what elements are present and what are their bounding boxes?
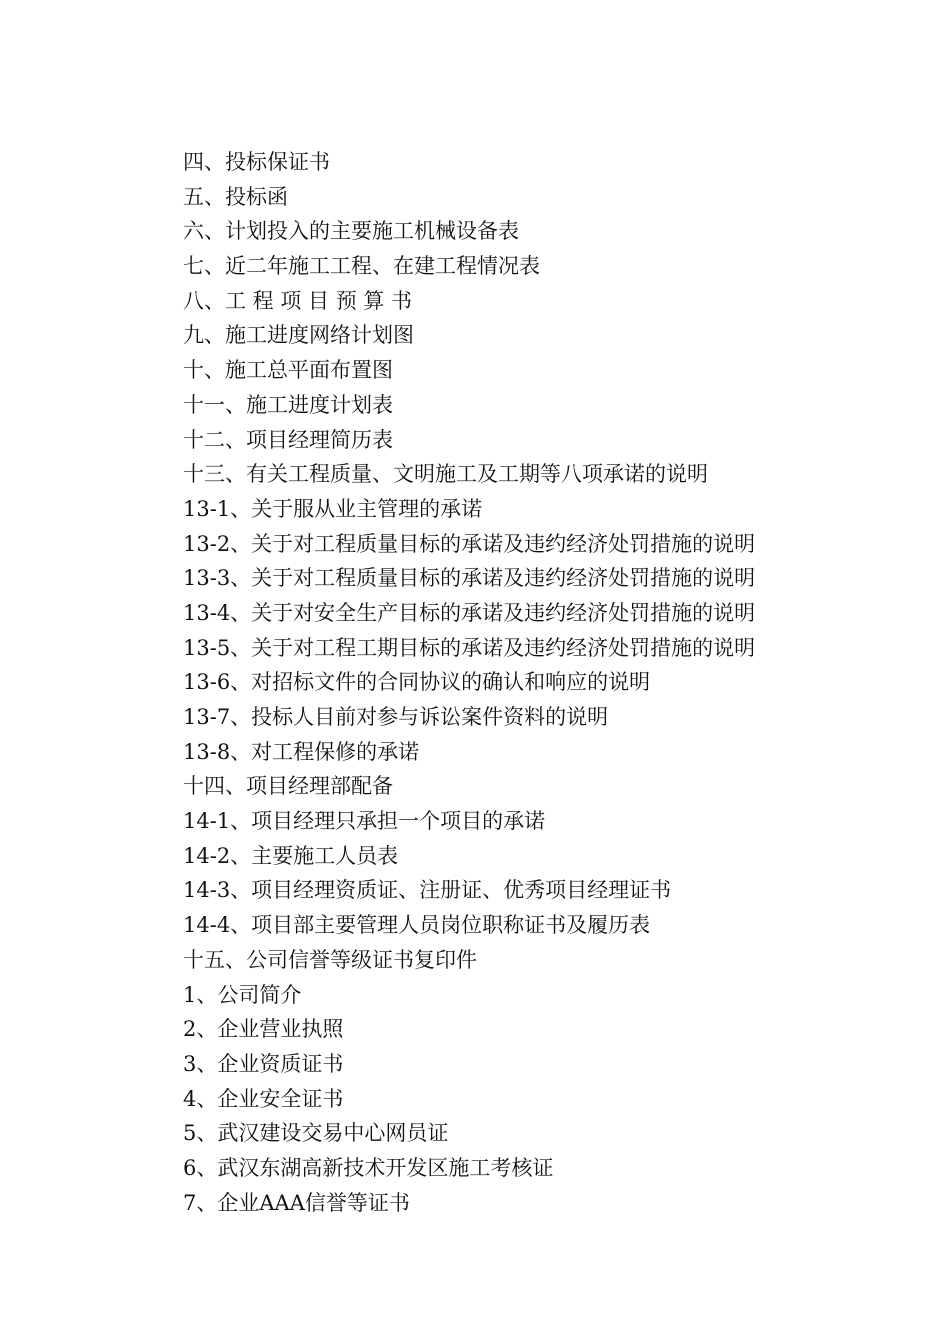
toc-item: 十五、公司信誉等级证书复印件 [183,947,477,972]
toc-item: 十一、施工进度计划表 [183,392,393,417]
toc-item: 1、公司简介 [183,982,302,1007]
toc-item: 14-1、项目经理只承担一个项目的承诺 [183,809,546,834]
toc-item: 九、施工进度网络计划图 [183,323,414,348]
toc-item: 13-7、投标人目前对参与诉讼案件资料的说明 [183,705,609,729]
toc-item: 十三、有关工程质量、文明施工及工期等八项承诺的说明 [183,462,708,487]
toc-item: 十二、项目经理简历表 [183,427,393,452]
toc-item: 14-3、项目经理资质证、注册证、优秀项目经理证书 [183,878,672,903]
toc-item: 五、投标函 [183,184,288,209]
toc-item: 7、企业AAA信誉等证书 [183,1190,410,1215]
toc-item: 14-2、主要施工人员表 [183,843,399,868]
toc-item: 2、企业营业执照 [183,1017,344,1042]
table-of-contents [183,145,903,1220]
toc-item: 十、施工总平面布置图 [183,358,393,383]
toc-item: 六、计划投入的主要施工机械设备表 [183,219,519,244]
toc-item: 6、武汉东湖高新技术开发区施工考核证 [183,1155,554,1180]
toc-item: 七、近二年施工工程、在建工程情况表 [183,254,540,279]
toc-item: 13-6、对招标文件的合同协议的确认和响应的说明 [183,670,651,695]
toc-item: 4、企业安全证书 [183,1086,344,1111]
toc-item: 14-4、项目部主要管理人员岗位职称证书及履历表 [183,913,651,938]
toc-item: 13-8、对工程保修的承诺 [183,739,420,764]
toc-item: 十四、项目经理部配备 [183,774,393,799]
toc-item: 八、工 程 项 目 预 算 书 [183,288,413,313]
toc-item: 13-1、关于服从业主管理的承诺 [183,496,483,521]
toc-item: 3、企业资质证书 [183,1051,344,1076]
toc-item: 四、投标保证书 [183,150,330,174]
toc-item: 13-4、关于对安全生产目标的承诺及违约经济处罚措施的说明 [183,600,756,625]
toc-item: 5、武汉建设交易中心网员证 [183,1121,449,1146]
toc-item: 13-3、关于对工程质量目标的承诺及违约经济处罚措施的说明 [183,566,756,591]
toc-item: 13-2、关于对工程质量目标的承诺及违约经济处罚措施的说明 [183,531,756,556]
toc-item: 13-5、关于对工程工期目标的承诺及违约经济处罚措施的说明 [183,635,756,660]
